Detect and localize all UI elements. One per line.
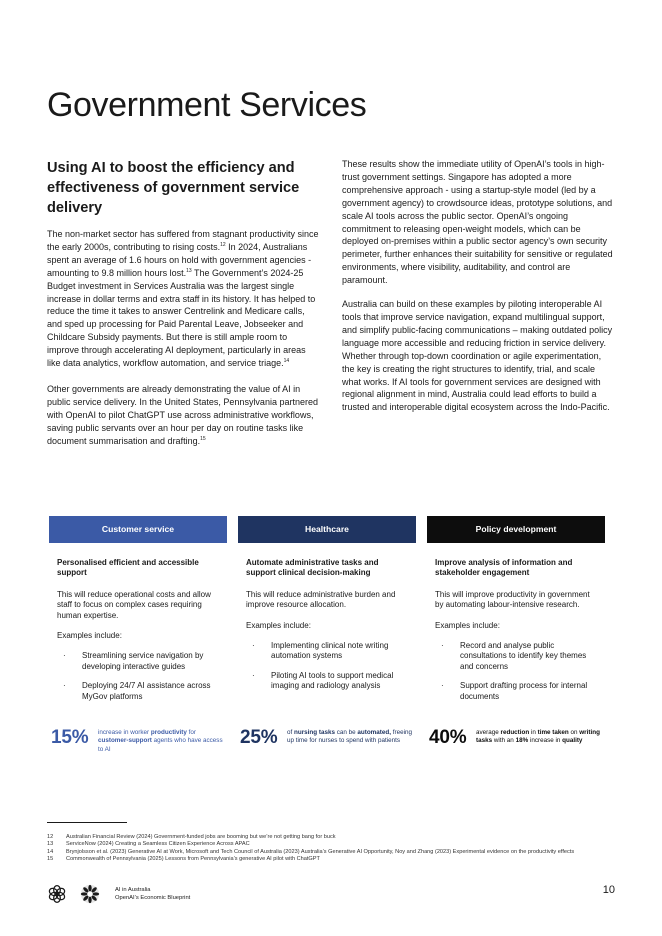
card-header: Healthcare	[238, 516, 416, 543]
right-paragraph-1: These results show the immediate utility of OpenAI’s tools in high-trust government settings. Singapore has adopted a more comprehensive approach - using a startup-style model (led by a government agency) to crowdsource ideas, prototype solutions, and scale AI tools across the public sector. OpenAI’s ongoing commitment to releasing open-weight models, which can be deployed on-premises within a public sector agency’s own security perimeter, further enhances their suitability for sensitive or regulated environments, where visibility, auditability, and control are paramount.	[342, 159, 613, 286]
card-title: Improve analysis of information and stakeholder engagement	[435, 558, 573, 578]
page-footer	[47, 884, 615, 906]
blueprint-flower-icon	[80, 884, 100, 904]
list-item: · Record and analyse public consultations to identify key themes and concerns	[441, 641, 587, 671]
footnotes	[47, 834, 612, 864]
page-title: Government Services	[47, 86, 367, 124]
footnote-divider	[47, 822, 127, 823]
card-title: Automate administrative tasks and support clinical decision-making	[246, 558, 379, 578]
stat-callout	[240, 727, 416, 757]
examples-label: Examples include:	[246, 620, 311, 630]
stat-callout	[429, 727, 605, 757]
bullet-icon: ·	[441, 641, 444, 651]
examples-label: Examples include:	[435, 620, 500, 630]
bullet-icon: ·	[252, 641, 255, 651]
stat-value: 25%	[240, 727, 278, 748]
bullet-icon: ·	[252, 670, 255, 680]
examples-list	[246, 641, 408, 692]
card-text: This will improve productivity in government by automating labour-intensive research.	[435, 589, 590, 610]
right-column	[342, 158, 614, 425]
openai-logo-icon	[47, 884, 67, 904]
list-item: · Piloting AI tools to support medical imaging and radiology analysis	[252, 670, 394, 691]
bullet-icon: ·	[441, 681, 444, 691]
bullet-icon: ·	[63, 681, 66, 691]
footer-publication: AI in Australia OpenAI’s Economic Blueprint	[115, 887, 191, 901]
page-number: 10	[602, 884, 615, 896]
card-healthcare	[238, 516, 416, 756]
list-item: · Implementing clinical note writing automation systems	[252, 641, 389, 661]
footnote: 15 Commonwealth of Pennsylvania (2025) Lessons from Pennsylvania’s generative AI pilot with ChatGPT	[47, 856, 320, 863]
card-title: Personalised efficient and accessible support	[57, 558, 199, 578]
footnote: 13 ServiceNow (2024) Creating a Seamless Citizen Experience Across APAC	[47, 841, 250, 848]
left-column	[47, 158, 321, 461]
list-item: · Streamlining service navigation by developing interactive guides	[63, 651, 204, 671]
card-customer-service	[49, 516, 227, 756]
footnote: 14 Brynjolsson et al. (2023) Generative AI at Work, Microsoft and Tech Council of Australia (2023) Australia’s Generative AI Opportunity, Noy and Zhang (2023) Experimental evidence on the productivity effects	[47, 848, 575, 855]
stat-description: increase in worker productivity for customer-support agents who have access to AI	[98, 729, 223, 753]
footnote: 12 Australian Financial Review (2024) Government-funded jobs are booming but we’re not getting bang for buck	[47, 834, 336, 840]
examples-label: Examples include:	[57, 631, 122, 641]
examples-list	[435, 641, 597, 702]
card-text: This will reduce operational costs and allow staff to focus on complex cases requiring human expertise.	[57, 589, 211, 620]
stat-value: 15%	[51, 727, 89, 748]
right-paragraph-2: Australia can build on these examples by piloting interoperable AI tools that improve service navigation, expand multilingual support, and simplify public-facing communications – making outdated policy language more accessible and reducing friction in service delivery. Whether through top-down coordination or agile experimentation, the key is creating the right structures to identify, trial, and scale what works. If AI tools for government services are designed with regional alignment in mind, Australia could lead efforts to build a trusted and interoperable digital ecosystem across the Indo-Pacific.	[342, 299, 613, 413]
stat-value: 40%	[429, 727, 467, 748]
card-header: Policy development	[427, 516, 605, 543]
stat-description: of nursing tasks can be automated, freeing up time for nurses to spend with patients	[287, 729, 412, 745]
card-text: This will reduce administrative burden and improve resource allocation.	[246, 589, 396, 610]
stat-description: average reduction in time taken on writing tasks with an 18% increase in quality	[476, 729, 600, 745]
list-item: · Deploying 24/7 AI assistance across MyGov platforms	[63, 681, 211, 701]
stat-callout	[51, 727, 227, 757]
footnote-ref-13[interactable]: 13	[186, 267, 192, 274]
card-policy-development	[427, 516, 605, 756]
use-case-cards	[49, 516, 605, 756]
footnote-ref-12[interactable]: 12	[220, 241, 226, 248]
section-heading: Using AI to boost the efficiency and effectiveness of government service delivery	[47, 160, 300, 216]
examples-list	[57, 651, 219, 702]
bullet-icon: ·	[63, 651, 66, 661]
card-header: Customer service	[49, 516, 227, 543]
left-paragraph-2: Other governments are already demonstrating the value of AI in public service delivery. In the United States, Pennsylvania partnered with OpenAI to pilot ChatGPT use across administrative workflows, saving public servants over an hour per day on routine tasks like document summarisation and drafting.$^{15}$	[47, 383, 318, 446]
list-item: · Support drafting process for internal documents	[441, 681, 588, 701]
footnote-ref-14[interactable]: 14	[283, 358, 290, 365]
left-paragraph-1: The non-market sector has suffered from stagnant productivity since the early 2000s, contributing to rising costs.$^{12}$ In 2024, Australians spent an average of 1.6 hours on hold with government agencies - amounting to 9.8 million hours lost.$^{13}$ The Government’s 2024-25 Budget investment in Services Australia was the largest single increase in dollar terms and extra staff in its history. It has helped to reduce the time it takes to answer Centrelink and Medicare calls, and sped up processing for Paid Parental Leave, Jobseeker and Childcare Subsidy payments. But there is still ample room to improve through accelerating AI deployment, particularly in areas like data analytics, workflow automation, and service triage.$^{14}$	[47, 229, 319, 369]
footnote-ref-15[interactable]: 15	[200, 435, 206, 442]
